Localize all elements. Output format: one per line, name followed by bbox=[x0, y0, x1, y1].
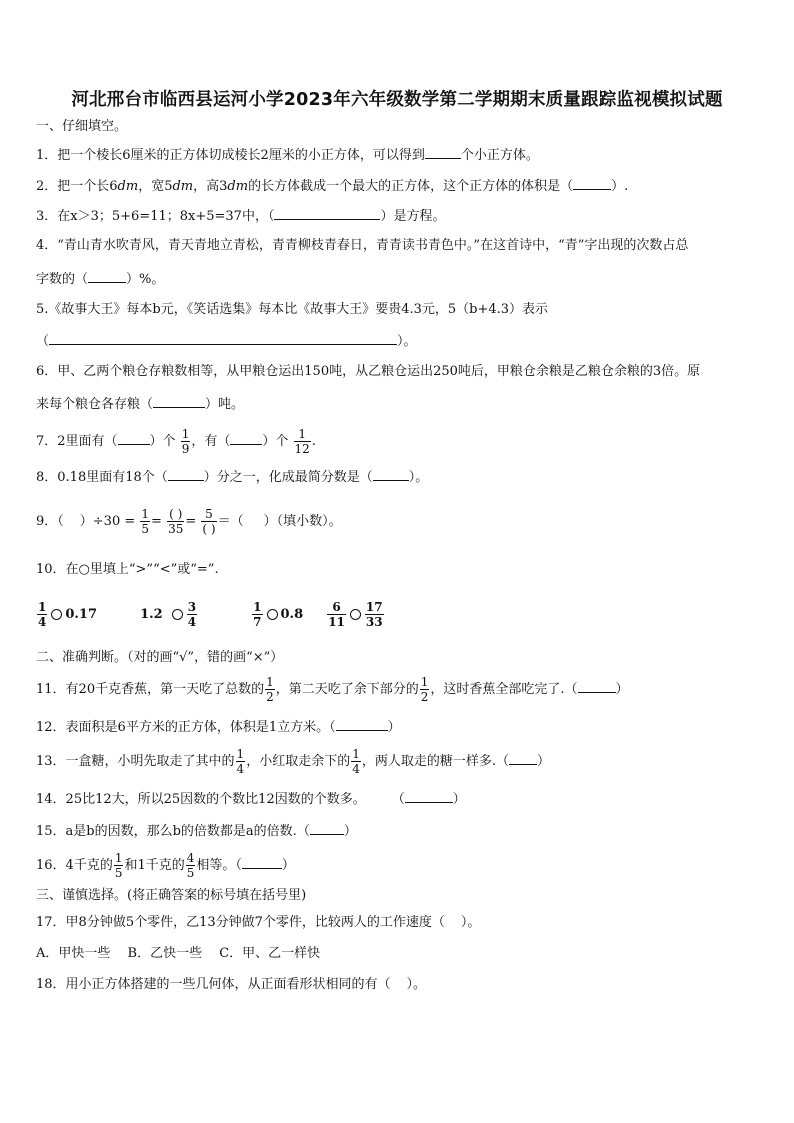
question-11 bbox=[36, 674, 629, 706]
answer-blank[interactable] bbox=[153, 393, 205, 408]
question-4-line-2 bbox=[36, 268, 164, 290]
fraction bbox=[186, 851, 196, 880]
question-15 bbox=[36, 820, 357, 842]
question-9-text-a: 9．（ bbox=[36, 514, 64, 529]
question-17 bbox=[36, 913, 480, 933]
numerator: 1 bbox=[141, 507, 150, 521]
denominator: ( ) bbox=[202, 522, 216, 536]
question-6-line-2 bbox=[36, 393, 244, 415]
compare-circle[interactable] bbox=[267, 609, 278, 620]
numerator: 1 bbox=[114, 851, 123, 865]
question-7-text-a: 7．2里面有（ bbox=[36, 434, 118, 449]
denominator: 33 bbox=[365, 615, 383, 629]
question-1 bbox=[36, 144, 539, 166]
fraction bbox=[265, 675, 275, 704]
numerator: 1 bbox=[181, 427, 190, 441]
question-8-text-a: 8．0.18里面有18个（ bbox=[36, 470, 168, 485]
question-13-text-a: 13．一盒糖，小明先取走了其中的 bbox=[36, 754, 235, 769]
denominator: 4 bbox=[352, 762, 360, 776]
section-2-heading: 二、准确判断。（对的画“√”，错的画“×”） bbox=[36, 650, 284, 665]
denominator: 5 bbox=[141, 522, 150, 536]
denominator: 2 bbox=[420, 690, 429, 704]
question-16-text-a: 16．4千克的 bbox=[36, 858, 113, 873]
question-7-text-d: ）个 bbox=[262, 434, 289, 449]
answer-blank[interactable] bbox=[509, 750, 537, 765]
answer-blank[interactable] bbox=[168, 466, 204, 481]
question-13 bbox=[36, 746, 550, 778]
question-5-text-c: ）。 bbox=[397, 334, 417, 349]
fraction bbox=[181, 427, 191, 456]
question-3-text-b: ）是方程。 bbox=[380, 209, 446, 224]
answer-blank[interactable] bbox=[88, 268, 126, 283]
question-12-text-a: 12．表面积是6平方米的正方体，体积是1立方米。（ bbox=[36, 720, 336, 735]
question-2 bbox=[36, 175, 628, 197]
fraction bbox=[167, 507, 184, 536]
question-6-text-b: 来每个粮仓各存粮（ bbox=[36, 397, 154, 412]
compare-circle[interactable] bbox=[51, 609, 62, 620]
question-3 bbox=[36, 205, 445, 227]
question-18-text-b: ）。 bbox=[406, 977, 427, 992]
question-5-line-2 bbox=[36, 330, 417, 352]
fraction bbox=[294, 427, 311, 456]
answer-blank[interactable] bbox=[242, 854, 282, 869]
denominator: 11 bbox=[328, 615, 345, 629]
numerator: 4 bbox=[186, 851, 195, 865]
question-2-text-e: ）. bbox=[611, 179, 629, 194]
denominator: 2 bbox=[266, 690, 274, 704]
question-7 bbox=[36, 426, 316, 458]
question-7-text-b: ）个 bbox=[149, 434, 176, 449]
answer-blank[interactable] bbox=[373, 466, 409, 481]
question-16-text-c: 相等。（ bbox=[196, 858, 242, 873]
answer-blank[interactable] bbox=[405, 788, 453, 803]
fraction bbox=[236, 747, 246, 776]
question-16-text-b: 和1千克的 bbox=[124, 858, 185, 873]
compare-value: 1.2 bbox=[140, 607, 163, 622]
question-13-text-c: ，两人取走的糖一样多.（ bbox=[361, 754, 509, 769]
fraction bbox=[201, 507, 216, 536]
question-9 bbox=[36, 506, 342, 538]
question-2-text-a: 2．把一个长6 bbox=[36, 179, 118, 194]
numerator: 1 bbox=[38, 600, 47, 614]
numerator: 17 bbox=[365, 600, 383, 614]
question-3-text-a: 3．在x＞3；5+6=11；8x+5=37中，（ bbox=[36, 209, 275, 224]
numerator: 1 bbox=[266, 675, 274, 689]
fraction bbox=[365, 600, 384, 629]
question-10: 10．在○里填上“>”“<”或“=”. bbox=[36, 562, 219, 577]
numerator: 3 bbox=[187, 600, 197, 614]
compare-value: 0.17 bbox=[65, 607, 98, 622]
question-14 bbox=[36, 788, 466, 810]
answer-blank[interactable] bbox=[336, 716, 388, 731]
unit-dm: dm bbox=[117, 179, 139, 194]
question-7-text-e: . bbox=[311, 434, 316, 449]
fraction bbox=[140, 507, 150, 536]
fraction bbox=[252, 600, 262, 629]
section-1-heading: 一、仔细填空。 bbox=[36, 119, 128, 134]
question-17-text-a: 17．甲8分钟做5个零件，乙13分钟做7个零件，比较两人的工作速度（ bbox=[36, 915, 445, 930]
answer-blank[interactable] bbox=[118, 430, 150, 445]
denominator: 7 bbox=[253, 615, 262, 629]
unit-dm: dm bbox=[227, 179, 249, 194]
denominator: 4 bbox=[236, 762, 245, 776]
answer-blank[interactable] bbox=[230, 430, 262, 445]
question-9-text-b: ）÷30 = bbox=[79, 514, 136, 529]
denominator: 4 bbox=[38, 615, 47, 629]
compare-value: 0.8 bbox=[280, 607, 304, 622]
fraction bbox=[327, 600, 346, 629]
question-2-text-b: ，宽5 bbox=[138, 179, 173, 194]
question-2-text-c: ，高3 bbox=[193, 179, 228, 194]
numerator: 1 bbox=[298, 427, 306, 441]
question-17-options: A．甲快一些 B．乙快一些 C．甲、乙一样快 bbox=[36, 946, 321, 961]
question-6-line-1: 6．甲、乙两个粮仓存粮数相等，从甲粮仓运出150吨，从乙粮仓运出250吨后，甲粮仓余粮是乙粮仓余粮的3倍。原 bbox=[36, 364, 701, 379]
section-3-heading: 三、谨慎选择。(将正确答案的标号填在括号里) bbox=[36, 888, 307, 903]
question-11-text-d: ） bbox=[615, 682, 629, 697]
fraction bbox=[37, 600, 47, 629]
question-14-text-a: 14．25比12大，所以25因数的个数比12因数的个数多。 bbox=[36, 792, 366, 807]
question-9-text-e: ＝（ bbox=[217, 514, 244, 529]
fraction bbox=[114, 851, 124, 880]
denominator: 35 bbox=[168, 522, 184, 536]
denominator: 5 bbox=[186, 866, 195, 880]
question-5-line-1: 5.《故事大王》每本b元，《笑话选集》每本比《故事大王》要贵4.3元，5（b+4.3）表示 bbox=[36, 302, 549, 317]
numerator: 1 bbox=[352, 747, 360, 761]
question-11-text-a: 11．有20千克香蕉，第一天吃了总数的 bbox=[36, 682, 265, 697]
fraction bbox=[187, 600, 197, 629]
question-18-text-a: 18．用小正方体搭建的一些几何体，从正面看形状相同的有（ bbox=[36, 977, 391, 992]
question-8 bbox=[36, 466, 428, 488]
question-18 bbox=[36, 975, 426, 995]
question-12 bbox=[36, 716, 401, 738]
numerator: 1 bbox=[253, 600, 262, 614]
question-1-text-a: 1．把一个棱长6厘米的正方体切成棱长2厘米的小正方体，可以得到 bbox=[36, 148, 425, 163]
question-4-text-b: 字数的（ bbox=[36, 272, 89, 287]
fraction bbox=[351, 747, 361, 776]
question-7-text-c: ，有（ bbox=[191, 434, 231, 449]
denominator: 9 bbox=[181, 442, 190, 456]
question-1-text-b: 个小正方体。 bbox=[460, 148, 539, 163]
fraction bbox=[420, 675, 430, 704]
question-14-text-b: （ bbox=[391, 792, 405, 807]
question-9-text-c: = bbox=[151, 514, 162, 529]
question-5-text-b: （ bbox=[36, 334, 50, 349]
question-9-text-f: ）（填小数）。 bbox=[263, 514, 342, 529]
question-11-text-b: ，第二天吃了余下部分的 bbox=[275, 682, 419, 697]
numerator: 1 bbox=[420, 675, 429, 689]
denominator: 12 bbox=[294, 442, 310, 456]
denominator: 5 bbox=[114, 866, 123, 880]
question-4-text-c: ）%。 bbox=[126, 272, 165, 287]
question-16-text-d: ） bbox=[281, 858, 295, 873]
question-8-text-c: ）。 bbox=[408, 470, 429, 485]
question-17-text-b: ）。 bbox=[460, 915, 481, 930]
question-13-text-b: ，小红取走余下的 bbox=[246, 754, 351, 769]
denominator: 4 bbox=[187, 615, 197, 629]
page-title: 河北邢台市临西县运河小学2023年六年级数学第二学期期末质量跟踪监视模拟试题 bbox=[71, 90, 723, 110]
answer-blank[interactable] bbox=[573, 175, 611, 190]
compare-circle[interactable] bbox=[172, 609, 183, 620]
answer-blank[interactable] bbox=[310, 820, 344, 835]
numerator: 6 bbox=[332, 600, 341, 614]
answer-blank[interactable] bbox=[274, 205, 380, 220]
question-13-text-d: ） bbox=[536, 754, 550, 769]
unit-dm: dm bbox=[172, 179, 194, 194]
question-8-text-b: ）分之一，化成最简分数是（ bbox=[203, 470, 373, 485]
question-11-text-c: ，这时香蕉全部吃完了.（ bbox=[430, 682, 578, 697]
question-6-text-c: ）吨。 bbox=[205, 397, 245, 412]
answer-blank[interactable] bbox=[425, 144, 461, 159]
compare-circle[interactable] bbox=[350, 609, 361, 620]
question-16 bbox=[36, 850, 295, 882]
question-4-line-1: 4．“青山青水吹青风，青天青地立青松，青青柳枝青春日，青青读书青色中。”在这首诗中，“青”字出现的次数占总 bbox=[36, 238, 689, 253]
question-10-items bbox=[36, 598, 385, 632]
question-15-text-a: 15．a是b的因数，那么b的倍数都是a的倍数.（ bbox=[36, 824, 310, 839]
numerator: 5 bbox=[205, 507, 213, 521]
numerator: 1 bbox=[236, 747, 245, 761]
question-12-text-b: ） bbox=[387, 720, 401, 735]
question-15-text-b: ） bbox=[343, 824, 357, 839]
question-2-text-d: 的长方体截成一个最大的正方体，这个正方体的体积是（ bbox=[248, 179, 574, 194]
answer-blank[interactable] bbox=[49, 330, 397, 345]
question-14-text-c: ） bbox=[452, 792, 466, 807]
answer-blank[interactable] bbox=[578, 678, 616, 693]
question-9-text-d: = bbox=[185, 514, 197, 529]
numerator: ( ) bbox=[169, 507, 183, 521]
